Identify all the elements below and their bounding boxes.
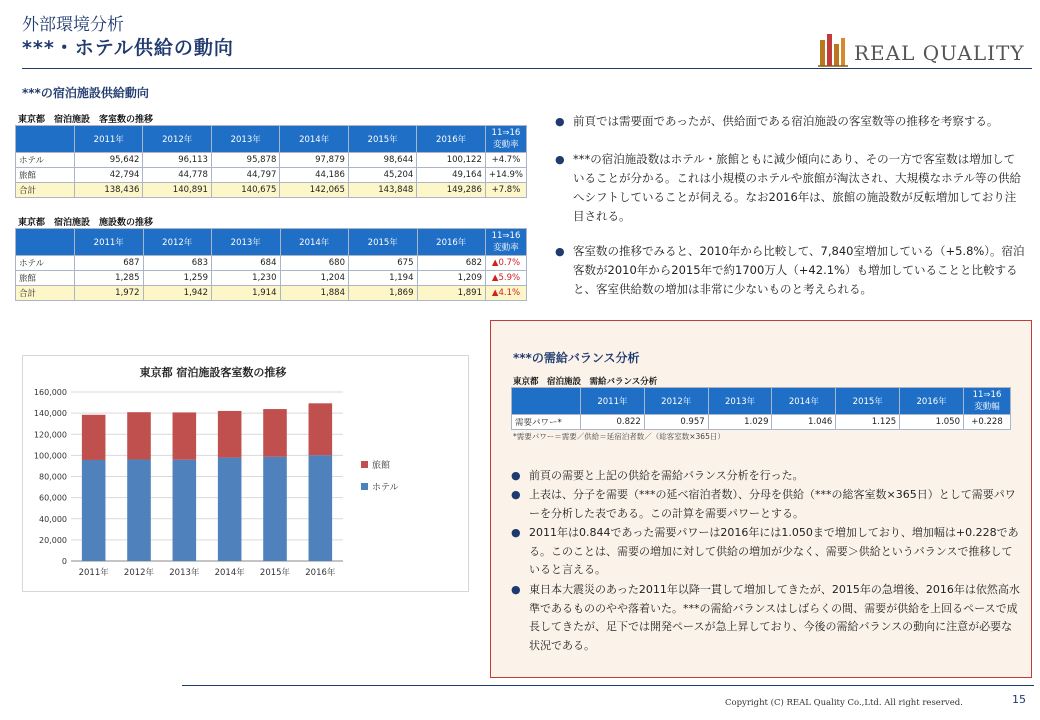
cell: 682 bbox=[417, 256, 486, 271]
bar-旅館-2011年 bbox=[82, 415, 106, 460]
demand-supply-panel bbox=[490, 320, 1032, 678]
balance-table-corner bbox=[512, 388, 581, 415]
panel-title: ***の需給バランス分析 bbox=[513, 351, 640, 365]
bar-旅館-2012年 bbox=[127, 412, 151, 459]
bar-旅館-2014年 bbox=[218, 411, 242, 458]
chart-title: 東京都 宿泊施設客室数の推移 bbox=[139, 366, 287, 379]
cell: 98,644 bbox=[348, 153, 416, 168]
cell: 1,869 bbox=[349, 286, 418, 301]
table-total-row bbox=[16, 286, 527, 301]
row-label: ホテル bbox=[16, 256, 75, 271]
cell: 44,186 bbox=[280, 168, 348, 183]
table-row bbox=[16, 271, 527, 286]
rate-cell: ▲4.1% bbox=[486, 286, 527, 301]
cell: 44,778 bbox=[143, 168, 211, 183]
balance-col-2013: 2013年 bbox=[708, 388, 772, 415]
cell: 97,879 bbox=[280, 153, 348, 168]
company-logo bbox=[818, 30, 1028, 70]
balance-col-2012: 2012年 bbox=[644, 388, 708, 415]
cell: 1,194 bbox=[349, 271, 418, 286]
bullet-dot-icon: ● bbox=[511, 469, 521, 482]
rooms-col-2015: 2015年 bbox=[348, 126, 416, 153]
bar-ホテル-2014年 bbox=[218, 458, 242, 561]
y-tick-label: 60,000 bbox=[39, 493, 67, 503]
cell: 1,204 bbox=[280, 271, 349, 286]
panel-bullet-2: ● 上表は、分子を需要（***の延べ宿泊者数）、分母を供給（***の総客室数×365日）として需要パワーを分析した表である。この計算を需要パワーとする。 bbox=[511, 488, 1016, 520]
cell: 142,065 bbox=[280, 183, 348, 198]
rate-cell: ▲5.9% bbox=[486, 271, 527, 286]
cell: 675 bbox=[349, 256, 418, 271]
balance-col-change: 11⇒16 変動幅 bbox=[964, 388, 1011, 415]
facilities-table-caption: 東京都 宿泊施設 施設数の推移 bbox=[18, 218, 154, 228]
rooms-col-2014: 2014年 bbox=[280, 126, 348, 153]
cell: 95,878 bbox=[211, 153, 279, 168]
bullet-dot-icon: ● bbox=[555, 115, 565, 128]
legend-swatch bbox=[361, 483, 368, 490]
supply-bullet-1: ● 前頁では需要面であったが、供給面である宿泊施設の客室数等の推移を考察する。 bbox=[555, 112, 1025, 131]
supply-bullet-2: ● ***の宿泊施設数はホテル・旅館ともに減少傾向にあり、その一方で客室数は増加していることが分かる。これは小規模のホテルや旅館が淘汰され、大規模なホテル等の供給へシフトしていることが伺える。なお2016年は、旅館の施設数が反転増加しており注目される。 bbox=[555, 152, 1022, 223]
row-label: 合計 bbox=[16, 286, 75, 301]
supply-section-title: ***の宿泊施設供給動向 bbox=[22, 86, 149, 100]
table-total-row bbox=[16, 183, 527, 198]
cell: 140,675 bbox=[211, 183, 279, 198]
row-label: 旅館 bbox=[16, 271, 75, 286]
rate-cell: +4.7% bbox=[485, 153, 526, 168]
facilities-table-corner bbox=[16, 229, 75, 256]
x-tick-label: 2015年 bbox=[259, 568, 291, 578]
footer-divider bbox=[182, 685, 1034, 686]
y-tick-label: 100,000 bbox=[33, 451, 67, 461]
bar-旅館-2016年 bbox=[309, 403, 333, 455]
cell: 1,942 bbox=[143, 286, 212, 301]
facilities-col-2016: 2016年 bbox=[417, 229, 486, 256]
cell: 1.125 bbox=[836, 415, 900, 430]
balance-table-caption: 東京都 宿泊施設 需給バランス分析 bbox=[513, 377, 658, 387]
row-label: ホテル bbox=[16, 153, 75, 168]
facilities-col-rate: 11⇒16 変動率 bbox=[486, 229, 527, 256]
rate-cell: ▲0.7% bbox=[486, 256, 527, 271]
cell: 687 bbox=[75, 256, 144, 271]
legend-label: 旅館 bbox=[372, 461, 391, 471]
page-title: ***・ホテル供給の動向 bbox=[22, 37, 234, 59]
rate-cell: +7.8% bbox=[485, 183, 526, 198]
supply-bullet-3: ● 客室数の推移でみると、2010年から比較して、7,840室増加している（+5.8%）。宿泊客数が2010年から2015年で約1700万人（+42.1%）も増加していることと比較すると、客室供給数の増加は非常に少ないものと考えられる。 bbox=[555, 244, 1025, 296]
panel-bullet-4: ● 東日本大震災のあった2011年以降一貫して増加してきたが、2015年の急増後、2016年は依然高水準であるもののやや落着いた。***の需給バランスはしばらくの間、需要が供給を上回るペースで成長してきたが、足下では開発ペースが急上昇しており、今後の需給バランスの動向に注意が必要な状況である。 bbox=[511, 583, 1020, 652]
cell: 49,164 bbox=[417, 168, 486, 183]
cell: 1,230 bbox=[212, 271, 281, 286]
row-label: 旅館 bbox=[16, 168, 75, 183]
row-label: 合計 bbox=[16, 183, 75, 198]
rate-cell: +0.228 bbox=[964, 415, 1011, 430]
cell: 95,642 bbox=[75, 153, 143, 168]
cell: 1,972 bbox=[75, 286, 144, 301]
y-tick-label: 120,000 bbox=[33, 430, 67, 440]
cell: 1,891 bbox=[417, 286, 486, 301]
bar-ホテル-2012年 bbox=[127, 459, 151, 561]
cell: 100,122 bbox=[417, 153, 486, 168]
legend-swatch bbox=[361, 461, 368, 468]
rooms-chart bbox=[22, 355, 469, 592]
bullet-dot-icon: ● bbox=[555, 245, 565, 258]
y-tick-label: 40,000 bbox=[39, 514, 67, 524]
rooms-col-2011: 2011年 bbox=[75, 126, 143, 153]
bar-旅館-2015年 bbox=[263, 409, 287, 457]
table-row bbox=[16, 153, 527, 168]
rooms-table-caption: 東京都 宿泊施設 客室数の推移 bbox=[18, 115, 154, 125]
table-row bbox=[16, 256, 527, 271]
cell: 0.822 bbox=[581, 415, 645, 430]
bar-ホテル-2015年 bbox=[263, 457, 287, 561]
y-tick-label: 80,000 bbox=[39, 472, 67, 482]
facilities-col-2013: 2013年 bbox=[212, 229, 281, 256]
y-tick-label: 0 bbox=[61, 557, 67, 566]
cell: 0.957 bbox=[644, 415, 708, 430]
rooms-col-2013: 2013年 bbox=[211, 126, 279, 153]
balance-table bbox=[511, 387, 1011, 430]
balance-col-2014: 2014年 bbox=[772, 388, 836, 415]
legend-label: ホテル bbox=[372, 483, 399, 493]
cell: 138,436 bbox=[75, 183, 143, 198]
rooms-col-2012: 2012年 bbox=[143, 126, 211, 153]
bar-ホテル-2011年 bbox=[82, 460, 106, 561]
header-category: 外部環境分析 bbox=[22, 15, 124, 35]
y-tick-label: 140,000 bbox=[33, 409, 67, 419]
cell: 1,914 bbox=[212, 286, 281, 301]
cell: 42,794 bbox=[75, 168, 143, 183]
cell: 140,891 bbox=[143, 183, 211, 198]
cell: 45,204 bbox=[348, 168, 416, 183]
bar-旅館-2013年 bbox=[173, 412, 197, 459]
facilities-col-2015: 2015年 bbox=[349, 229, 418, 256]
cell: 1.050 bbox=[900, 415, 964, 430]
facilities-col-2014: 2014年 bbox=[280, 229, 349, 256]
facilities-col-2012: 2012年 bbox=[143, 229, 212, 256]
table-row bbox=[512, 415, 1011, 430]
cell: 1,259 bbox=[143, 271, 212, 286]
y-tick-label: 20,000 bbox=[39, 535, 67, 545]
rooms-col-rate: 11⇒16 変動率 bbox=[485, 126, 526, 153]
x-tick-label: 2011年 bbox=[78, 568, 109, 578]
bullet-dot-icon: ● bbox=[511, 488, 521, 501]
bar-ホテル-2013年 bbox=[173, 460, 197, 561]
cell: 1.046 bbox=[772, 415, 836, 430]
cell: 680 bbox=[280, 256, 349, 271]
bar-ホテル-2016年 bbox=[309, 455, 333, 561]
cell: 44,797 bbox=[211, 168, 279, 183]
cell: 96,113 bbox=[143, 153, 211, 168]
logo-mark-icon bbox=[818, 30, 1028, 70]
balance-col-2015: 2015年 bbox=[836, 388, 900, 415]
row-label: 需要パワー* bbox=[512, 415, 581, 430]
cell: 683 bbox=[143, 256, 212, 271]
cell: 149,286 bbox=[417, 183, 486, 198]
balance-col-2011: 2011年 bbox=[581, 388, 645, 415]
x-tick-label: 2012年 bbox=[123, 568, 155, 578]
rate-cell: +14.9% bbox=[485, 168, 526, 183]
bullet-dot-icon: ● bbox=[511, 526, 521, 539]
balance-col-2016: 2016年 bbox=[900, 388, 964, 415]
rooms-col-2016: 2016年 bbox=[417, 126, 486, 153]
cell: 684 bbox=[212, 256, 281, 271]
bullet-dot-icon: ● bbox=[511, 583, 521, 596]
bullet-dot-icon: ● bbox=[555, 153, 565, 166]
cell: 1,209 bbox=[417, 271, 486, 286]
x-tick-label: 2014年 bbox=[214, 568, 245, 578]
panel-bullet-1: ● 前頁の需要と上記の供給を需給バランス分析を行った。 bbox=[511, 467, 1021, 486]
balance-table-note: *需要パワー＝需要／供給＝延宿泊者数／（総客室数×365日） bbox=[513, 432, 725, 441]
cell: 143,848 bbox=[348, 183, 416, 198]
panel-bullet-3: ● 2011年は0.844であった需要パワーは2016年には1.050まで増加しており、増加幅は+0.228である。このことは、需要の増加に対して供給の増加が少なく、需要＞供給というバランスで推移していると言える。 bbox=[511, 526, 1019, 576]
logo-text: REAL QUALITY bbox=[854, 41, 1025, 65]
page-number: 15 bbox=[1012, 693, 1026, 706]
facilities-col-2011: 2011年 bbox=[75, 229, 144, 256]
cell: 1,884 bbox=[280, 286, 349, 301]
x-tick-label: 2013年 bbox=[169, 568, 200, 578]
x-tick-label: 2016年 bbox=[305, 568, 336, 578]
copyright-text: Copyright (C) REAL Quality Co.,Ltd. All right reserved. bbox=[725, 698, 963, 708]
cell: 1.029 bbox=[708, 415, 772, 430]
facilities-table bbox=[15, 228, 527, 301]
y-tick-label: 160,000 bbox=[33, 388, 67, 397]
cell: 1,285 bbox=[75, 271, 144, 286]
rooms-chart-svg bbox=[23, 356, 468, 591]
table-row bbox=[16, 168, 527, 183]
rooms-table bbox=[15, 125, 527, 198]
rooms-table-corner bbox=[16, 126, 75, 153]
